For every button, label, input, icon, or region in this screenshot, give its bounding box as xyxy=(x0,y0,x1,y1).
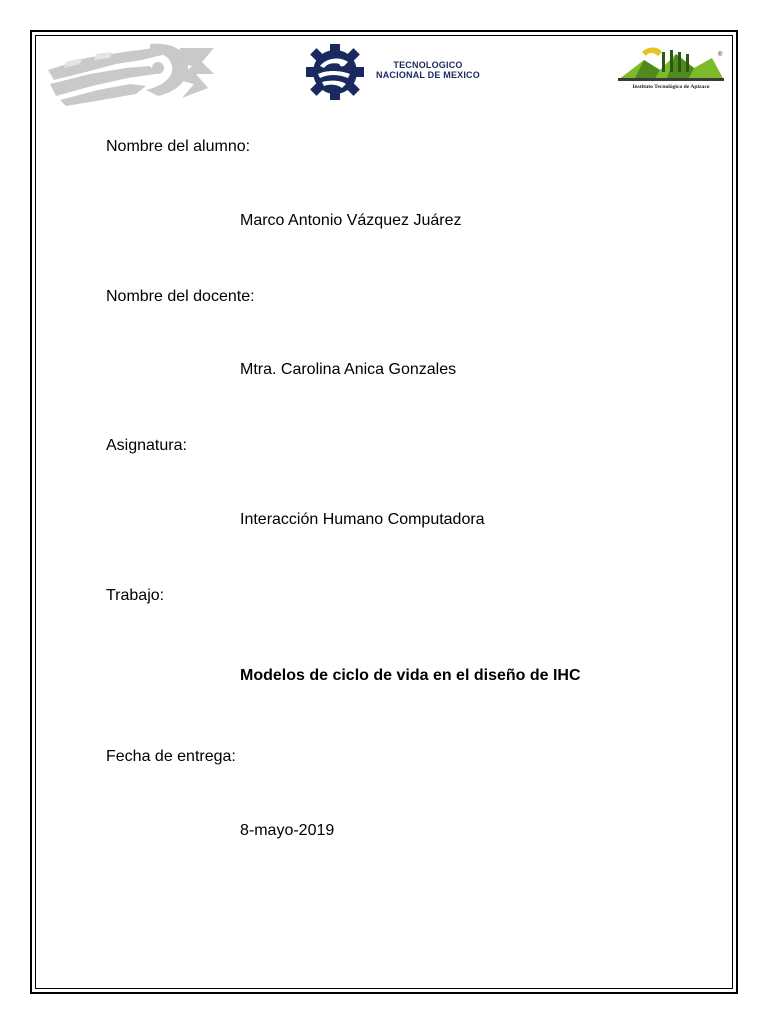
subject-value: Interacción Humano Computadora xyxy=(240,511,485,528)
aztec-eagle-logo-icon xyxy=(46,40,216,106)
tecnm-gear-logo-icon xyxy=(306,44,364,100)
delivery-date-label: Fecha de entrega: xyxy=(106,748,236,765)
subject-label: Asignatura: xyxy=(106,437,187,454)
teacher-name-value: Mtra. Carolina Anica Gonzales xyxy=(240,361,457,378)
ita-logo xyxy=(614,46,728,96)
delivery-date-value: 8-mayo-2019 xyxy=(240,822,335,839)
ita-logo-caption: Instituto Tecnológico de Apizaco xyxy=(632,84,710,90)
work-title-value: Modelos de ciclo de vida en el diseño de IHC xyxy=(240,667,581,684)
work-label: Trabajo: xyxy=(106,587,165,604)
ita-institute-logo-icon xyxy=(614,46,728,84)
registered-mark: ® xyxy=(718,52,723,58)
tecnm-logo xyxy=(306,44,492,100)
tecnm-logo-line2: NACIONAL DE MEXICO xyxy=(376,70,480,80)
tecnm-logo-line1: TECNOLOGICO xyxy=(393,60,463,70)
student-name-value: Marco Antonio Vázquez Juárez xyxy=(240,212,462,229)
teacher-name-label: Nombre del docente: xyxy=(106,288,255,305)
student-name-label: Nombre del alumno: xyxy=(106,138,251,155)
tecnm-logo-text xyxy=(366,60,490,80)
